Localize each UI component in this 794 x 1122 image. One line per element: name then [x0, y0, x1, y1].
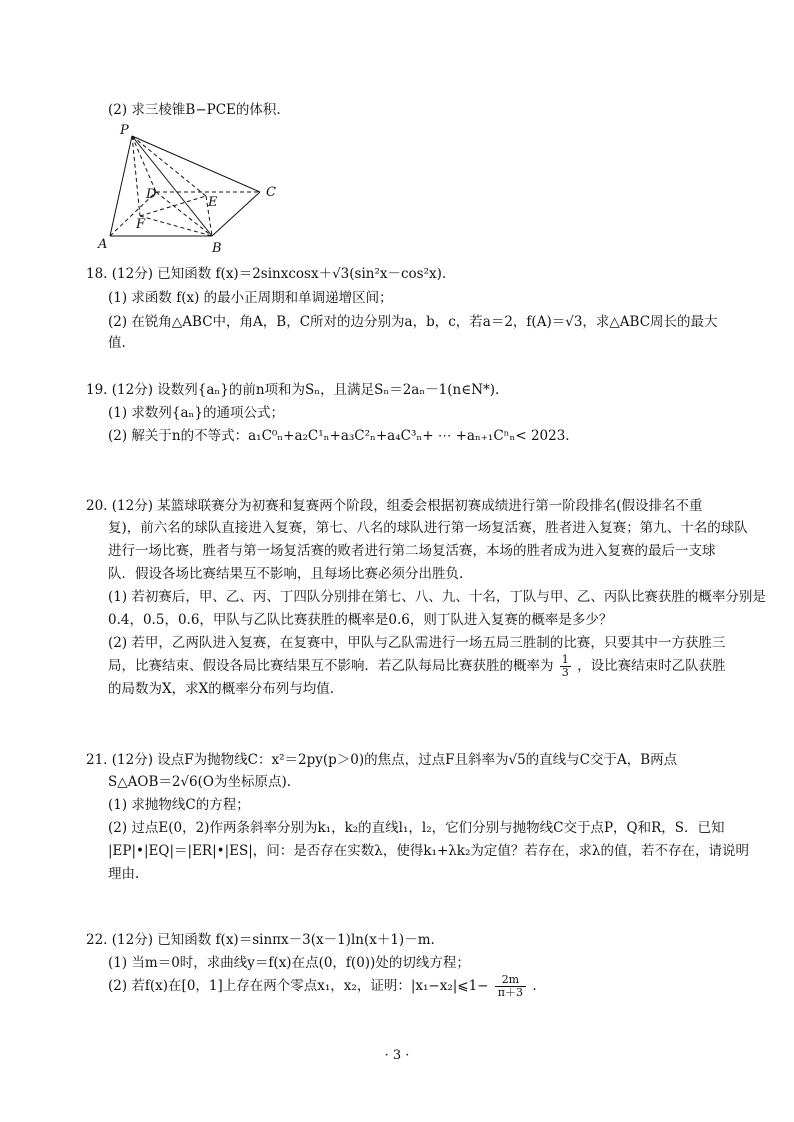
q21-line5: |EP|•|EQ|＝|ER|•|ES|，问：是否存在实数λ，使得k₁+λk₂为定值？若存在，求λ的值，若不存在，请说明	[108, 843, 749, 859]
q20-line7: (2) 若甲，乙两队进入复赛，在复赛中，甲队与乙队需进行一场五局三胜制的比赛，只要其中一方获胜三	[108, 635, 726, 651]
q20-line6: 0.4，0.5，0.6，甲队与乙队比赛获胜的概率是0.6，则丁队进入复赛的概率是多少？	[108, 612, 613, 628]
q20-line8	[108, 654, 726, 679]
edge-PA	[110, 136, 132, 236]
label-E: E	[208, 195, 218, 210]
page-number: · 3 ·	[384, 1048, 410, 1063]
edge-PC	[132, 136, 260, 192]
label-F: F	[136, 217, 146, 232]
q18-part1: (1) 求函数 f(x) 的最小正周期和单调递增区间；	[108, 290, 393, 306]
label-D: D	[146, 187, 157, 202]
q22-line1: 22. (12分) 已知函数 f(x)＝sinπx－3(x－1)ln(x＋1)－m.	[86, 932, 435, 948]
label-A: A	[98, 237, 108, 252]
q21-line6: 理由.	[108, 866, 140, 882]
q20-line9: 的局数为X，求X的概率分布列与均值.	[108, 681, 335, 697]
q20-line5: (1) 若初赛后，甲、乙、丙、丁四队分别排在第七、八、九、十名，丁队与甲、乙、丙队比赛获胜的概率分别是	[108, 589, 766, 605]
edge-FB	[140, 216, 212, 236]
label-C: C	[266, 185, 276, 200]
edge-BC	[212, 192, 260, 236]
q20-fraction	[560, 654, 571, 679]
q21-line4: (2) 过点E(0，2)作两条斜率分别为k₁，k₂的直线l₁，l₂，它们分别与抛物线C交于点P，Q和R，S．已知	[108, 820, 725, 836]
q20-frac-num: 1	[561, 653, 569, 666]
label-P: P	[120, 123, 129, 138]
q19-stem: 19. (12分) 设数列{aₙ}的前n项和为Sₙ，且满足Sₙ＝2aₙ－1(n∈N*).	[86, 382, 500, 398]
q18-part2-line2: 值.	[108, 335, 126, 351]
q22-frac-den: π＋3	[497, 986, 524, 999]
q20-line2: 复)，前六名的球队直接进入复赛，第七、八名的球队进行第一场复活赛，胜者进入复赛；第九、十名的球队	[108, 520, 748, 536]
edge-PF	[132, 136, 140, 216]
q20-line1: 20. (12分) 某篮球联赛分为初赛和复赛两个阶段，组委会根据初赛成绩进行第一阶段排名(假设排名不重	[86, 498, 703, 514]
q22-fraction	[495, 974, 526, 999]
q17-part2: (2) 求三棱锥B−PCE的体积.	[108, 102, 281, 118]
q18-stem: 18. (12分) 已知函数 f(x)＝2sinxcosx＋√3(sin²x－cos²x).	[86, 266, 447, 282]
q21-line1: 21. (12分) 设点F为抛物线C：x²＝2py(p＞0)的焦点，过点F且斜率为√5的直线与C交于A，B两点	[86, 752, 678, 768]
q19-part2: (2) 解关于n的不等式：a₁C⁰ₙ+a₂C¹ₙ+a₃C²ₙ+a₄C³ₙ+ ⋯ +aₙ₊₁Cⁿₙ< 2023.	[108, 428, 570, 444]
q22-line2: (1) 当m＝0时，求曲线y＝f(x)在点(0，f(0))处的切线方程；	[108, 955, 470, 971]
edge-PE	[132, 136, 206, 196]
q22-frac-num: 2m	[495, 974, 526, 987]
q20-line8-b: ，设比赛结束时乙队获胜	[577, 658, 726, 674]
q19-part1: (1) 求数列{aₙ}的通项公式；	[108, 405, 284, 421]
q20-line3: 进行一场比赛，胜者与第一场复活赛的败者进行第二场复活赛，本场的胜者成为进入复赛的最后一支球	[108, 543, 716, 559]
q21-line2: S△AOB＝2√6(O为坐标原点).	[108, 774, 292, 790]
q22-line3-b: .	[532, 978, 537, 994]
edge-DB	[156, 192, 212, 236]
q20-frac-den: 3	[561, 666, 569, 679]
q22-line3-a: (2) 若f(x)在[0，1]上存在两个零点x₁，x₂，证明：|x₁−x₂|⩽1−	[108, 978, 489, 994]
pyramid-figure	[92, 118, 292, 258]
q21-line3: (1) 求抛物线C的方程；	[108, 797, 250, 813]
q22-line3	[108, 974, 537, 999]
q18-part2-line1: (2) 在锐角△ABC中，角A，B，C所对的边分别为a，b，c，若a＝2，f(A)＝√3，求△ABC周长的最大	[108, 314, 718, 330]
q20-line4: 队．假设各场比赛结果互不影响，且每场比赛必须分出胜负.	[108, 566, 464, 582]
label-B: B	[212, 241, 222, 256]
q20-line8-a: 局，比赛结束、假设各局比赛结果互不影响．若乙队每局比赛获胜的概率为	[108, 658, 554, 674]
